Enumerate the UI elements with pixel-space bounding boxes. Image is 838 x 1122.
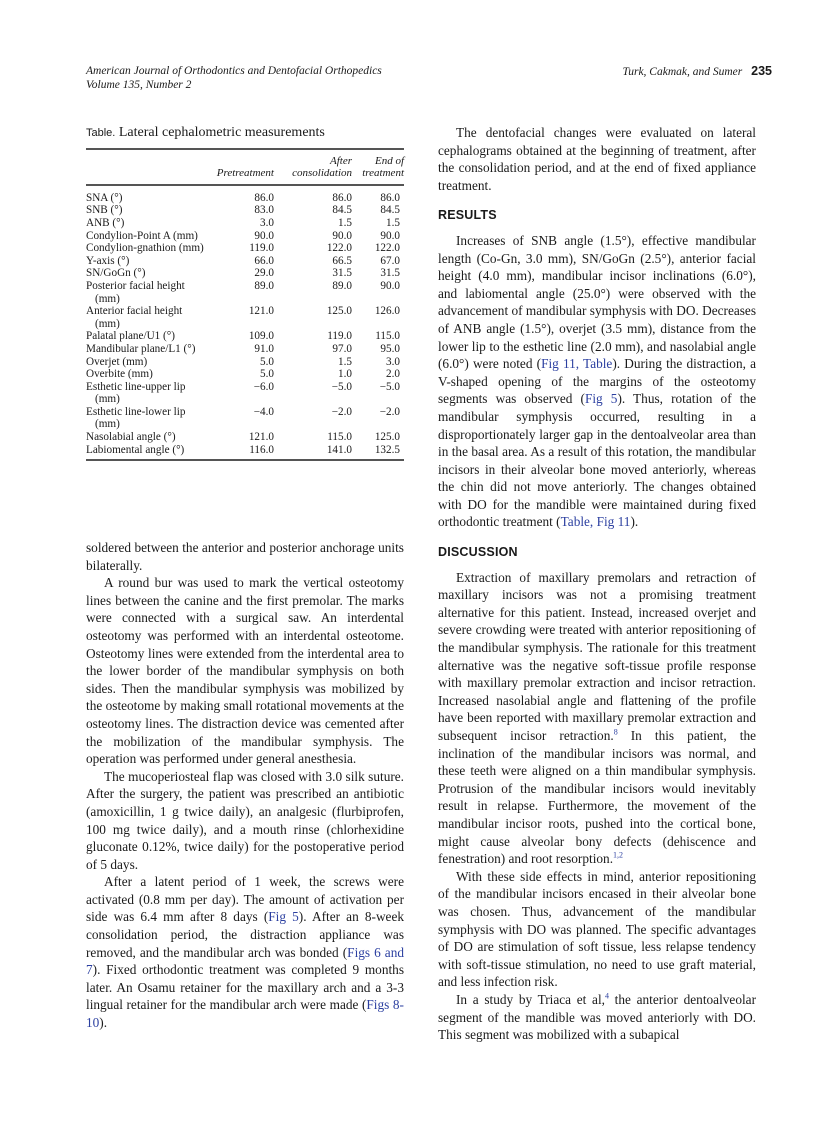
table-row <box>86 280 404 305</box>
measurement-label: Posterior facial height (mm) <box>86 279 185 305</box>
reference-link[interactable]: 4 <box>604 991 609 1001</box>
measurement-value: 121.0 <box>248 431 274 444</box>
table-row <box>86 242 404 255</box>
table-row <box>86 255 404 268</box>
col-header-after-consolidation: After consolidation <box>274 153 352 185</box>
measurement-value: 66.5 <box>332 254 352 267</box>
table-row <box>86 381 404 406</box>
measurement-value: 1.0 <box>338 368 352 381</box>
measurement-value: 3.0 <box>386 355 400 368</box>
measurement-value: 29.0 <box>254 267 274 280</box>
measurement-value: 83.0 <box>254 204 274 217</box>
measurement-value: 97.0 <box>332 342 352 355</box>
measurement-value: 119.0 <box>249 242 274 255</box>
measurement-value: 89.0 <box>332 279 352 292</box>
reference-link[interactable]: 1,2 <box>613 850 624 860</box>
measurement-value: −6.0 <box>253 380 274 393</box>
table-row <box>86 217 404 230</box>
measurement-value: 90.0 <box>380 229 400 242</box>
cephalometric-table <box>86 148 404 462</box>
fig-link[interactable]: Figs 8-10 <box>86 997 404 1031</box>
table-label: Table. <box>86 127 116 139</box>
fig-link[interactable]: Fig 5 <box>268 909 299 925</box>
measurement-value: 5.0 <box>260 368 274 381</box>
measurement-value: 116.0 <box>214 444 274 461</box>
measurement-value: 115.0 <box>375 330 400 343</box>
journal-info <box>86 64 382 92</box>
measurement-value: 121.0 <box>248 305 274 318</box>
table-row <box>86 330 404 343</box>
right-column <box>438 124 756 1044</box>
measurement-value: 125.0 <box>374 431 400 444</box>
authors: Turk, Cakmak, and Sumer <box>622 66 743 78</box>
paragraph: In a study by Triaca et al,$^4$ the anterior dentoalveolar segment of the mandible was moved anteriorly with DO. This segment was mobilized with a subapical <box>438 991 756 1043</box>
measurement-label: ANB (°) <box>86 216 125 229</box>
measurement-label: Condylion-Point A (mm) <box>86 229 198 242</box>
measurement-label: Anterior facial height (mm) <box>86 305 183 330</box>
table-row <box>86 368 404 381</box>
paragraph: Extraction of maxillary premolars and retraction of maxillary incisors was not a promising treatment alternative for this patient. Instead, increased overjet and severe crowding were treated with anterior repositioning of the mandibular symphysis. The rationale for this treatment alternative was the negative soft-tissue profile response with maxillary premolar extraction and incisor retraction. Increased nasolabial angle and flattening of the profile have been reported with maxillary premolar extraction and subsequent incisor retraction.$^8$ In this patient, the inclination of the mandibular incisors was normal, and these teeth were aligned on a thin mandibular symphysis. Protrusion of the mandibular incisors would inevitably result in relapse. Furthermore, the movement of the mandibular incisor roots, pushed into the cortical bone, might cause alveolar bony defects (dehiscence and fenestration) and root resorption.$^{1,2}$ <box>438 569 756 867</box>
table-row <box>86 406 404 431</box>
measurement-label: Overbite (mm) <box>86 368 153 381</box>
measurement-value: 2.0 <box>386 368 400 381</box>
measurement-value: 122.0 <box>326 242 352 255</box>
measurement-value: −5.0 <box>379 380 400 393</box>
measurement-value: 115.0 <box>327 431 352 444</box>
measurement-value: 132.5 <box>352 444 404 461</box>
fig-link[interactable]: Table, Fig 11 <box>560 514 631 530</box>
col-header-pretreatment: Pretreatment <box>214 153 274 185</box>
measurement-label: Nasolabial angle (°) <box>86 431 176 444</box>
measurement-label: Overjet (mm) <box>86 355 148 368</box>
table-row <box>86 356 404 369</box>
table-row <box>86 230 404 243</box>
fig-link[interactable]: Fig 11, Table <box>541 356 613 372</box>
measurement-value: −5.0 <box>331 380 352 393</box>
measurement-value: 109.0 <box>248 330 274 343</box>
measurement-label: SNB (°) <box>86 204 123 217</box>
measurement-value: −2.0 <box>331 405 352 418</box>
measurement-label: Mandibular plane/L1 (°) <box>86 342 196 355</box>
measurement-value: 90.0 <box>332 229 352 242</box>
measurement-value: 89.0 <box>254 279 274 292</box>
table-caption <box>86 124 404 143</box>
table-header-row <box>86 153 404 185</box>
measurement-label: Palatal plane/U1 (°) <box>86 330 175 343</box>
measurement-value: 90.0 <box>254 229 274 242</box>
journal-title: American Journal of Orthodontics and Dentofacial Orthopedics <box>86 65 382 77</box>
table-block <box>86 124 404 461</box>
measurement-value: 91.0 <box>254 342 274 355</box>
measurement-value: −4.0 <box>253 405 274 418</box>
measurement-value: 1.5 <box>386 216 400 229</box>
paragraph: A round bur was used to mark the vertical osteotomy lines between the canine and the first premolar. The marks were connected with a surgical saw. An interdental osteotomy was performed with an interdental osteotome. Osteotomy lines were extended from the interdental area to the lower border of the mandibular symphysis on both sides. Then the mandibular symphysis was mobilized by the osteotome by making small rotational movements at the osteotomy lines. The distraction device was cemented after the mobilization of the mandibular symphysis. The operation was performed under general anesthesia. <box>86 575 404 767</box>
paragraph: soldered between the anterior and posterior anchorage units bilaterally. <box>86 540 404 573</box>
table-row <box>86 444 404 461</box>
measurement-label: Esthetic line-upper lip (mm) <box>86 380 186 406</box>
measurement-value: 1.5 <box>338 216 352 229</box>
measurement-value: 5.0 <box>260 355 274 368</box>
measurement-value: 31.5 <box>380 267 400 280</box>
measurement-value: 141.0 <box>274 444 352 461</box>
table-row <box>86 431 404 444</box>
col-header-end-of-treatment: End of treatment <box>352 153 404 185</box>
measurement-value: 66.0 <box>254 254 274 267</box>
measurement-value: 95.0 <box>380 342 400 355</box>
measurement-label: Y-axis (°) <box>86 254 130 267</box>
measurement-label: Condylion-gnathion (mm) <box>86 242 204 255</box>
measurement-value: 31.5 <box>332 267 352 280</box>
paragraph: Increases of SNB angle (1.5°), effective mandibular length (Co-Gn, 3.0 mm), SN/GoGn (2.5°), anterior facial height (4.0 mm), mandibular incisor inclinations (6.0°), and labiomental angle (25.0°) were observed with the advancement of mandibular symphysis with DO. Decreases of ANB angle (1.5°), overjet (3.5 mm), distance from the lower lip to the esthetic line (2.0 mm), and nasolabial angle (6.0°) were noted (Fig 11, Table). During the distraction, a V-shaped opening of the margins of the osteotomy segments was observed (Fig 5). Thus, rotation of the mandibular symphysis occurred, resulting in a disproportionately larger gap in the dentoalveolar area than in the basal area. As a result of this rotation, the mandibular incisors in their alveolar bone moved anteriorly, whereas the chin did not move anteriorly. The changes obtained with DO for the mandible were maintained during fixed orthodontic treatment (Table, Fig 11). <box>438 232 756 530</box>
measurement-value: 86.0 <box>254 191 274 204</box>
paragraph: The dentofacial changes were evaluated on lateral cephalograms obtained at the beginning of treatment, after the consolidation period, and at the end of fixed appliance treatment. <box>438 125 756 193</box>
measurement-value: 122.0 <box>374 242 400 255</box>
reference-link[interactable]: 8 <box>613 727 618 737</box>
section-heading-discussion: DISCUSSION <box>438 545 518 560</box>
table-row <box>86 267 404 280</box>
methods-text <box>86 539 404 1032</box>
page-number: 235 <box>751 64 772 78</box>
measurement-value: 119.0 <box>327 330 352 343</box>
fig-link[interactable]: Figs 6 and 7 <box>86 944 404 978</box>
author-page <box>622 64 772 79</box>
table-row <box>86 185 404 205</box>
measurement-value: 1.5 <box>338 355 352 368</box>
measurement-value: −2.0 <box>379 405 400 418</box>
paragraph: After a latent period of 1 week, the screws were activated (0.8 mm per day). The amount of activation per side was 6.4 mm after 8 days (Fig 5). After an 8-week consolidation period, the distraction appliance was removed, and the mandibular arch was bonded (Figs 6 and 7). Fixed orthodontic treatment was completed 9 months later. An Osamu retainer for the maxillary arch and a 3-3 lingual retainer for the mandibular arch were made (Figs 8-10). <box>86 874 404 1031</box>
fig-link[interactable]: Fig 5 <box>584 391 618 407</box>
table-row <box>86 204 404 217</box>
table-row <box>86 343 404 356</box>
journal-volume: Volume 135, Number 2 <box>86 79 192 91</box>
paragraph: The mucoperiosteal flap was closed with 3.0 silk suture. After the surgery, the patient was prescribed an antibiotic (amoxicillin, 1 g twice daily), an analgesic (flurbiprofen, 100 mg twice daily), and a mouth rinse (chlorhexidine gluconate 0.12%, twice daily) for the postoperative period of 5 days. <box>86 768 404 872</box>
measurement-label: Labiomental angle (°) <box>86 444 214 461</box>
measurement-value: 84.5 <box>332 204 352 217</box>
measurement-value: 126.0 <box>374 305 400 318</box>
measurement-value: 86.0 <box>380 191 400 204</box>
measurement-value: 3.0 <box>260 216 274 229</box>
section-heading-results: RESULTS <box>438 208 497 223</box>
measurement-value: 67.0 <box>380 254 400 267</box>
measurement-value: 84.5 <box>380 204 400 217</box>
measurement-value: 125.0 <box>326 305 352 318</box>
table-row <box>86 305 404 330</box>
measurement-label: Esthetic line-lower lip (mm) <box>86 405 186 431</box>
measurement-label: SNA (°) <box>86 191 123 204</box>
paragraph: With these side effects in mind, anterior repositioning of the mandibular incisors encased in their alveolar bone was chosen. Thus, advancement of the mandibular symphysis with DO was planned. The specific advantages of DO are stimulation of soft tissue, less relapse tendency with soft-tissue stimulation, no need to use graft material, and less infection risk. <box>438 868 756 990</box>
measurement-value: 86.0 <box>332 191 352 204</box>
table-title: Lateral cephalometric measurements <box>118 125 325 140</box>
measurement-label: SN/GoGn (°) <box>86 267 146 280</box>
measurement-value: 90.0 <box>380 279 400 292</box>
